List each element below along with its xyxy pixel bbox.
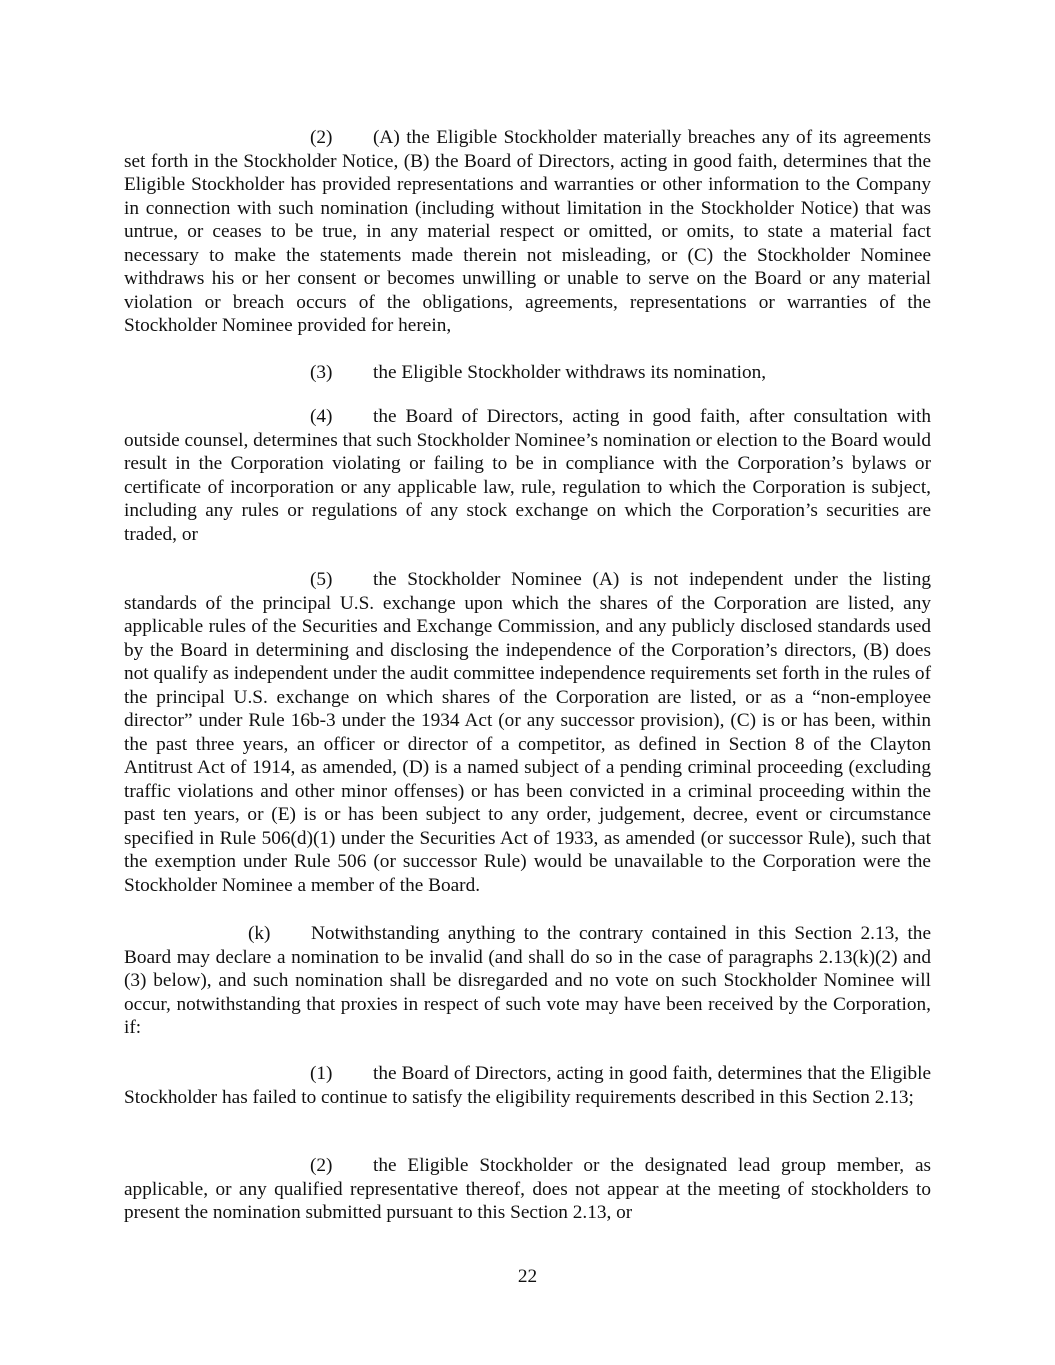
paragraph-text: the Eligible Stockholder or the designated lead group member, as applicable, or any qualified representative thereof, does not appear at the meeting of stockholders to present the nomination submitted pursuant to this Section 2.13, or [124,1155,931,1223]
paragraph-marker: (5) [310,569,333,590]
paragraph-text: the Eligible Stockholder withdraws its nomination, [373,362,767,383]
paragraph-marker: (3) [310,362,333,383]
paragraph-k1 [124,1062,931,1109]
paragraph-2a [124,126,931,338]
paragraph-k2 [124,1154,931,1225]
paragraph-4 [124,405,931,546]
paragraph-marker: (2) [310,127,333,148]
page-number: 22 [517,1266,538,1287]
paragraph-marker: (1) [310,1063,333,1084]
paragraph-marker: (4) [310,406,333,427]
paragraph-text: (A) the Eligible Stockholder materially breaches any of its agreements set forth in the Stockholder Notice, (B) the Board of Directors, acting in good faith, determines that the Eligible Stockholder has provided representations and warranties or other information to the Company in connection with such nomination (including without limitation in the Stockholder Notice) that was untrue, or ceases to be true, in any material respect or omitted, or omits, to state a material fact necessary to make the statements made therein not misleading, or (C) the Stockholder Nominee withdraws his or her consent or becomes unwilling or unable to serve on the Board or any material violation or breach occurs of the obligations, agreements, representations or warranties of the Stockholder Nominee provided for herein, [124,127,931,336]
paragraph-5 [124,568,931,897]
paragraph-text: Notwithstanding anything to the contrary contained in this Section 2.13, the Board may declare a nomination to be invalid (and shall do so in the case of paragraphs 2.13(k)(2) and (3) below), and such nomination shall be disregarded and no vote on such Stockholder Nominee will occur, notwithstanding that proxies in respect of such vote may have been received by the Corporation, if: [124,923,931,1038]
paragraph-marker: (k) [248,923,271,944]
paragraph-text: the Stockholder Nominee (A) is not independent under the listing standards of the principal U.S. exchange upon which the shares of the Corporation are listed, any applicable rules of the Securities and Exchange Commission, and any publicly disclosed standards used by the Board in determining and disclosing the independence of the Corporation’s directors, (B) does not qualify as independent under the audit committee independence requirements set forth in the rules of the principal U.S. exchange on which shares of the Corporation are listed, or as a “non-employee director” under Rule 16b-3 under the 1934 Act (or any successor provision), (C) is or has been, within the past three years, an officer or director of a competitor, as defined in Section 8 of the Clayton Antitrust Act of 1914, as amended, (D) is a named subject of a pending criminal proceeding (excluding traffic violations and other minor offenses) or has been convicted in a criminal proceeding within the past ten years, or (E) is or has been subject to any order, judgement, decree, event or circumstance specified in Rule 506(d)(1) under the Securities Act of 1933, as amended (or successor Rule), such that the exemption under Rule 506 (or successor Rule) would be unavailable to the Corporation were the Stockholder Nominee a member of the Board. [124,569,931,896]
paragraph-text: the Board of Directors, acting in good faith, determines that the Eligible Stockholder has failed to continue to satisfy the eligibility requirements described in this Section 2.13; [124,1063,931,1108]
paragraph-marker: (2) [310,1155,333,1176]
paragraph-3 [124,361,931,385]
paragraph-text: the Board of Directors, acting in good faith, after consultation with outside counsel, determines that such Stockholder Nominee’s nomination or election to the Board would result in the Corporation violating or failing to be in compliance with the Corporation’s bylaws or certificate of incorporation or any applicable law, rule, regulation to which the Corporation is subject, including any rules or regulations of any stock exchange on which the Corporation’s securities are traded, or [124,406,931,545]
paragraph-k [124,922,931,1040]
